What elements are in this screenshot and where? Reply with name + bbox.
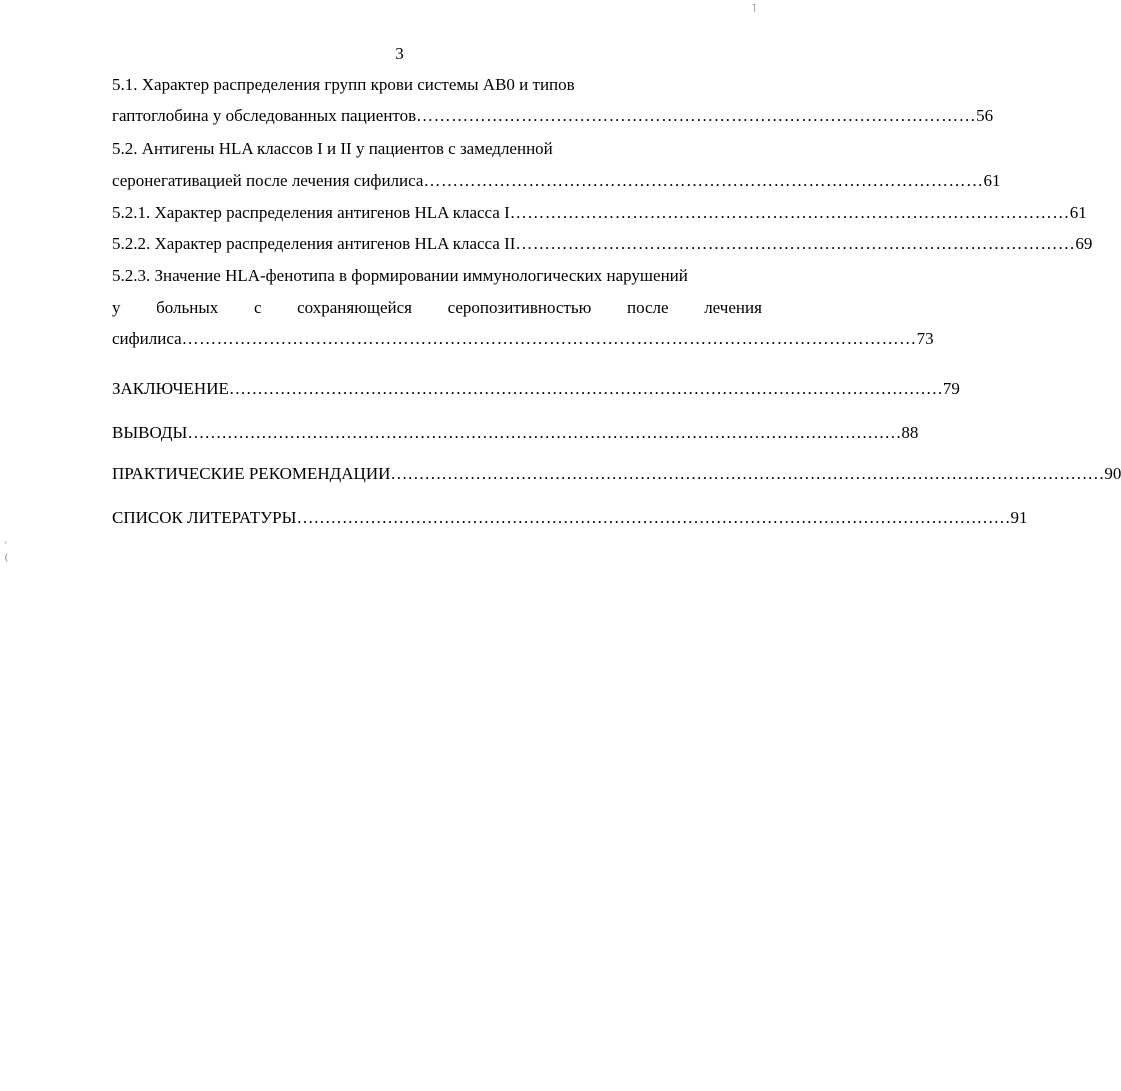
dot-leader: …………………………………………………………………………………… (416, 106, 977, 125)
word: больных (156, 298, 219, 317)
toc-page-number: 90 (1104, 464, 1121, 483)
dot-leader: ……………………………………………………………………………………………………………… (187, 423, 902, 442)
toc-entry-5-2-3-line1: 5.2.3. Значение HLA-фенотипа в формировании иммунологических нарушений (112, 266, 688, 285)
toc-page-number: 79 (942, 379, 960, 398)
dot-leader: ……………………………………………………………………………………………………………… (181, 329, 917, 348)
toc-page-number: 56 (976, 106, 994, 125)
toc-entry-label: сифилиса (112, 329, 182, 348)
toc-page-number: 88 (901, 423, 919, 442)
dot-leader: ……………………………………………………………………………………………………………… (390, 464, 1105, 483)
toc-entry-5-2-1 (112, 202, 1087, 224)
toc-page-number: 61 (1069, 203, 1087, 222)
toc-page-number: 61 (983, 171, 1001, 190)
word: сохраняющейся (297, 298, 412, 317)
toc-entry-5-2-3 (112, 328, 934, 350)
toc-section-recommendations (112, 463, 1121, 485)
corner-mark: ˥ (752, 4, 756, 15)
toc-entry-5-1-line1: 5.1. Характер распределения групп крови системы АВ0 и типов (112, 75, 575, 94)
word: с (253, 298, 262, 317)
toc-entry-5-2 (112, 170, 1001, 192)
toc-section-label: СПИСОК ЛИТЕРАТУРЫ (112, 508, 297, 527)
toc-section-label: ЗАКЛЮЧЕНИЕ (112, 379, 229, 398)
word: после (626, 298, 669, 317)
toc-entry-5-2-2 (112, 233, 1093, 255)
dot-leader: …………………………………………………………………………………… (423, 171, 984, 190)
toc-section-findings (112, 422, 919, 444)
toc-section-references (112, 507, 1028, 529)
toc-section-label: ПРАКТИЧЕСКИЕ РЕКОМЕНДАЦИИ (112, 464, 391, 483)
word: лечения (704, 298, 762, 317)
dot-leader: …………………………………………………………………………………… (509, 203, 1070, 222)
toc-section-label: ВЫВОДЫ (112, 423, 188, 442)
toc-page-number: 73 (916, 329, 934, 348)
toc-entry-label: гаптоглобина у обследованных пациентов (112, 106, 417, 125)
dot-leader: …………………………………………………………………………………… (515, 234, 1076, 253)
dot-leader: ……………………………………………………………………………………………………………… (296, 508, 1011, 527)
toc-entry-5-2-line1: 5.2. Антигены HLA классов I и II у пациентов с замедленной (112, 139, 553, 158)
word: у (112, 298, 121, 317)
dot-leader: ……………………………………………………………………………………………………………… (228, 379, 943, 398)
toc-entry-5-1 (112, 105, 994, 127)
toc-entry-label: 5.2.2. Характер распределения антигенов HLA класса II (112, 234, 516, 253)
toc-page-number: 69 (1075, 234, 1093, 253)
word: серопозитивностью (447, 298, 592, 317)
toc-section-conclusion (112, 378, 960, 400)
margin-mark: ' (5, 540, 7, 550)
toc-entry-5-2-3-line2 (112, 297, 762, 319)
toc-entry-label: 5.2.1. Характер распределения антигенов HLA класса I (112, 203, 510, 222)
page-number: 3 (395, 44, 404, 63)
toc-entry-label: серонегативацией после лечения сифилиса (112, 171, 424, 190)
toc-page-number: 91 (1010, 508, 1028, 527)
margin-mark: ( (5, 552, 8, 562)
